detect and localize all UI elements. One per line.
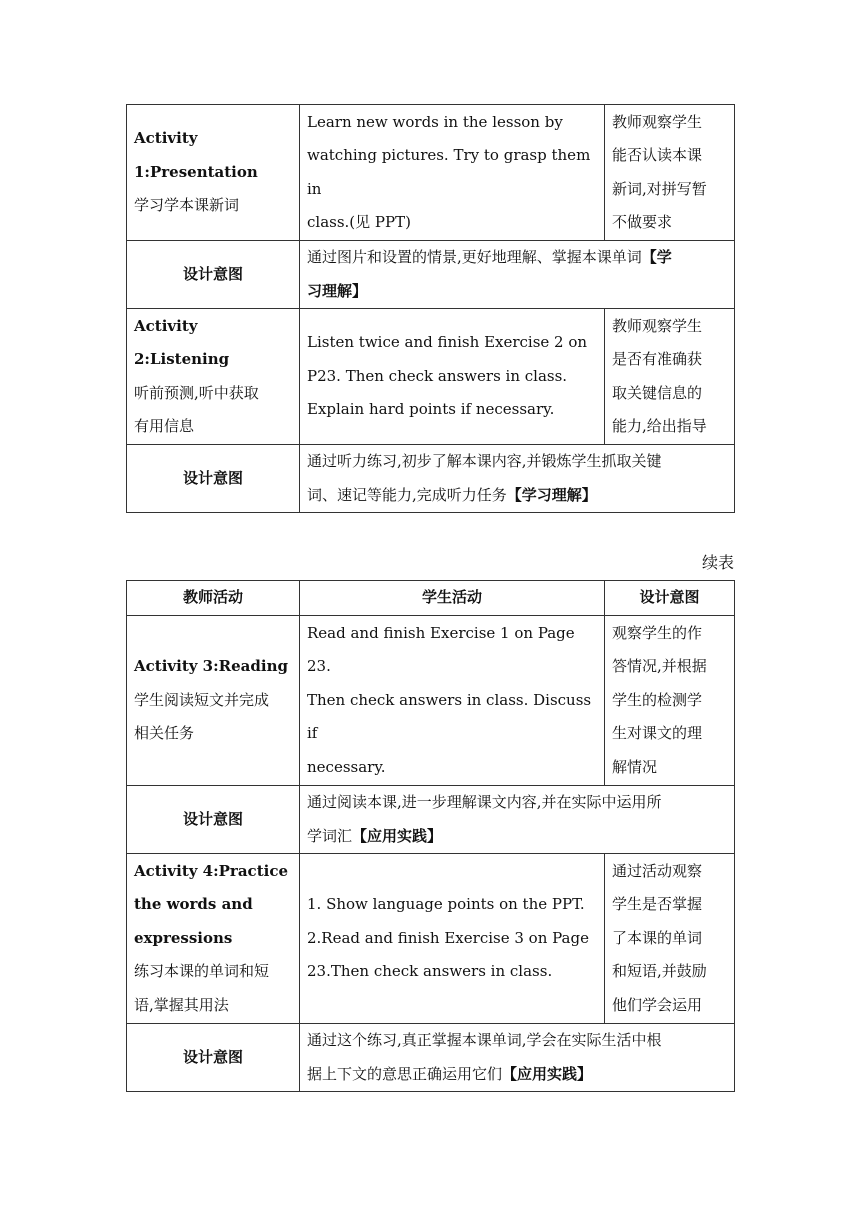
design-text: 答情况,并根据: [612, 657, 707, 676]
teacher-activity-cell: [127, 616, 300, 786]
design-intent-label: 设计意图: [127, 241, 300, 309]
student-text: necessary.: [307, 757, 386, 776]
table-row: [127, 1024, 735, 1092]
header-student-activity: 学生活动: [300, 581, 605, 616]
student-text: Read and finish Exercise 1 on Page 23.: [307, 623, 575, 676]
design-intent-label: 设计意图: [127, 1024, 300, 1092]
student-text: class.(见 PPT): [307, 213, 411, 231]
activity-desc-prefix: 学习: [134, 196, 165, 215]
design-intent-text: [300, 786, 735, 854]
design-intent-text: [300, 1024, 735, 1092]
design-text: 观察学生的作: [612, 623, 703, 642]
design-text: 是否有准确获: [612, 350, 703, 368]
student-text: 1. Show language points on the PPT.: [307, 895, 585, 914]
student-text: Explain hard points if necessary.: [307, 400, 555, 419]
student-text: 23.Then check answers in class.: [307, 962, 553, 981]
activity-title: Activity 4:Practice: [134, 861, 288, 880]
intent-text: 据上下文的意思正确运用它们: [307, 1064, 503, 1083]
activity-desc: 学生阅读短文并完成: [134, 690, 270, 709]
design-intent-label: 设计意图: [127, 445, 300, 513]
intent-text: 通过阅读本课,进一步理解课文内容,并在实际中运用所: [307, 793, 662, 811]
design-intent-text: [300, 445, 735, 513]
intent-tag: 【学习理解】: [506, 485, 597, 504]
intent-text: 通过这个练习,真正掌握本课单词,学会在实际生活中根: [307, 1031, 662, 1049]
student-text: P23. Then check answers in class.: [307, 366, 568, 385]
design-text: 解情况: [612, 757, 658, 776]
activity-desc: 有用信息: [134, 417, 195, 435]
table-row: [127, 786, 735, 854]
activity-title: Activity 2:Listening: [134, 316, 230, 368]
intent-line: [307, 1058, 727, 1092]
design-text: 学生的检测学: [612, 690, 703, 709]
table-row: [127, 241, 735, 309]
teacher-activity-cell: [127, 854, 300, 1024]
continued-note: 续表: [701, 553, 734, 572]
activity-desc: 语,掌握其用法: [134, 995, 229, 1014]
intent-text: 学词汇: [307, 826, 353, 845]
activity-title: Activity 3:Reading: [134, 657, 288, 676]
activity-title: the words and: [134, 895, 253, 914]
design-text: 通过活动观察: [612, 861, 703, 880]
intent-text: 通过听力练习,初步了解本课内容,并锻炼学生抓取关键: [307, 452, 662, 470]
table-row: [127, 105, 735, 241]
design-text: 教师观察学生: [612, 316, 703, 335]
intent-text: 通过图片和设置的情景,更好地理解、掌握本课单词: [307, 248, 642, 266]
student-activity-cell: [300, 105, 605, 241]
header-teacher-activity: 教师活动: [127, 581, 300, 616]
activity-desc: 相关任务: [134, 724, 195, 743]
teacher-activity-cell: [127, 105, 300, 241]
activity-desc: [134, 189, 292, 223]
design-intent-label: 设计意图: [127, 786, 300, 854]
design-cell: [605, 105, 735, 241]
activity-title: expressions: [134, 928, 233, 947]
design-text: 他们学会运用: [612, 995, 703, 1014]
student-text: 2.Read and finish Exercise 3 on Page: [307, 928, 589, 947]
design-cell: [605, 309, 735, 445]
design-text: 生对课文的理: [612, 724, 703, 743]
activity-title: 1:Presentation: [134, 162, 258, 181]
intent-tag: 【应用实践】: [352, 826, 443, 845]
table-row: [127, 616, 735, 786]
intent-line: [307, 241, 727, 275]
design-text: 教师观察学生: [612, 112, 703, 131]
student-activity-cell: [300, 309, 605, 445]
intent-tag: 【学: [641, 248, 672, 266]
teacher-activity-cell: [127, 309, 300, 445]
design-text: 取关键信息的: [612, 383, 703, 402]
table-header-row: [127, 581, 735, 616]
student-activity-cell: [300, 616, 605, 786]
table-row: [127, 854, 735, 1024]
design-text: 新词,对拼写暂: [612, 179, 707, 198]
table-row: [127, 445, 735, 513]
student-activity-cell: [300, 854, 605, 1024]
design-text: 了本课的单词: [612, 928, 703, 947]
table-row: [127, 309, 735, 445]
intent-line: [307, 479, 727, 513]
design-text: 不做要求: [612, 213, 673, 231]
header-design-intent: 设计意图: [605, 581, 735, 616]
student-text: Learn new words in the lesson by: [307, 112, 563, 131]
activity-desc: 听前预测,听中获取: [134, 383, 259, 402]
intent-text: 词、速记等能力,完成听力任务: [307, 485, 507, 504]
intent-tag: 习理解】: [307, 281, 368, 300]
student-text: Then check answers in class. Discuss if: [307, 690, 592, 743]
design-text: 能力,给出指导: [612, 417, 707, 435]
activity-desc: 练习本课的单词和短: [134, 962, 270, 981]
design-text: 学生是否掌握: [612, 895, 703, 914]
student-text: Listen twice and finish Exercise 2 on: [307, 333, 588, 352]
activity-title: Activity: [134, 129, 198, 148]
design-cell: [605, 854, 735, 1024]
lesson-plan-table-1: [126, 104, 735, 513]
activity-desc-rest: 学本课新词: [164, 196, 240, 215]
student-text: watching pictures. Try to grasp them in: [307, 146, 591, 198]
design-intent-text: [300, 241, 735, 309]
design-cell: [605, 616, 735, 786]
lesson-plan-table-2: [126, 580, 735, 1092]
design-text: 能否认读本课: [612, 146, 703, 164]
intent-tag: 【应用实践】: [502, 1064, 593, 1083]
design-text: 和短语,并鼓励: [612, 962, 707, 981]
intent-line: [307, 820, 727, 854]
